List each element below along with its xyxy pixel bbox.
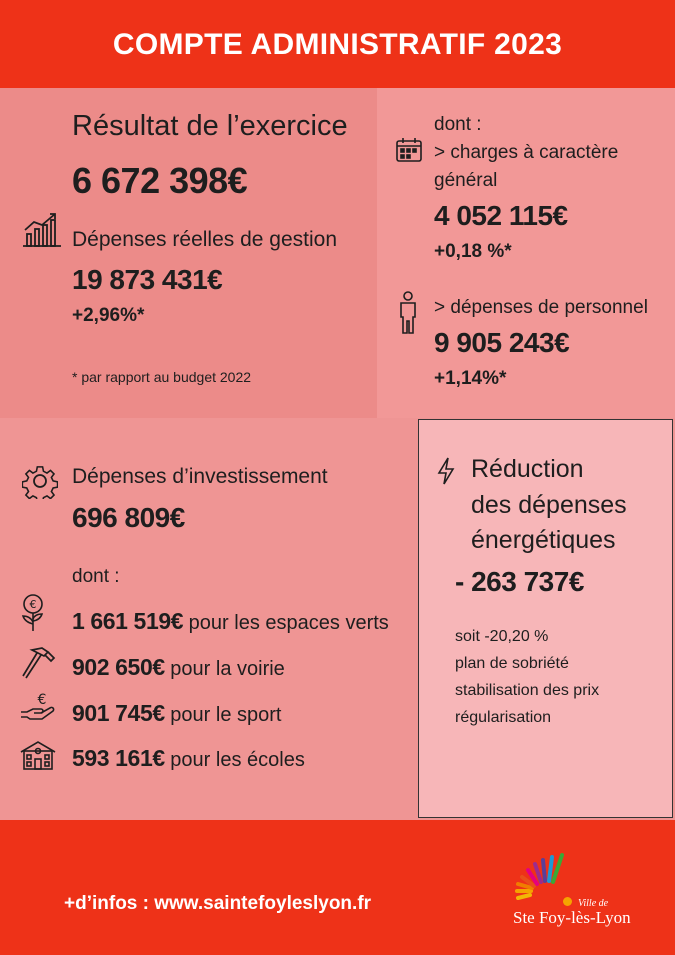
energy-title-line1: Réduction [471, 455, 584, 483]
depenses-gestion-value: 19 873 431€ [72, 264, 223, 295]
depenses-gestion-label: Dépenses réelles de gestion [72, 228, 338, 251]
energy-detail-3: stabilisation des prix [455, 682, 600, 699]
depenses-gestion-change: +2,96%* [72, 305, 145, 326]
energy-title-line2: des dépenses [471, 491, 627, 519]
charges-change: +0,18 %* [434, 241, 512, 262]
charges-label-line2: général [434, 170, 498, 191]
hammer-icon [20, 646, 56, 680]
lightning-icon [437, 457, 455, 485]
personnel-value: 9 905 243€ [434, 327, 570, 358]
investissement-value: 696 809€ [72, 502, 185, 533]
city-logo [512, 846, 572, 902]
footer-link[interactable]: +d’infos : www.saintefoyleslyon.fr [64, 893, 372, 914]
item-text: pour la voirie [164, 658, 285, 680]
calendar-icon [396, 138, 422, 162]
item-amount: 901 745€ [72, 700, 165, 726]
school-icon [20, 740, 56, 770]
resultat-label: Résultat de l’exercice [72, 110, 348, 142]
details-dont: dont : [434, 114, 482, 135]
resultat-value: 6 672 398€ [72, 160, 248, 201]
svg-text:€: € [37, 692, 47, 708]
energy-detail-2: plan de sobriété [455, 655, 569, 672]
list-item [72, 745, 305, 772]
footer [0, 820, 675, 955]
logo-small-text: Ville de [578, 898, 609, 909]
charges-value: 4 052 115€ [434, 200, 568, 231]
item-amount: 593 161€ [72, 745, 165, 771]
item-text: pour le sport [164, 704, 282, 726]
footnote: * par rapport au budget 2022 [72, 369, 252, 385]
energy-title-line3: énergétiques [471, 526, 616, 554]
energy-value: - 263 737€ [455, 566, 584, 597]
hand-euro-icon [20, 692, 56, 724]
charges-label-line1: > charges à caractère [434, 142, 619, 163]
item-text: pour les espaces verts [183, 612, 389, 634]
investissement-label: Dépenses d’investissement [72, 465, 328, 488]
item-text: pour les écoles [164, 749, 305, 771]
logo-name: Ste Foy-lès-Lyon [513, 908, 631, 927]
list-item [72, 654, 285, 681]
flower-euro-icon [20, 594, 46, 632]
energy-detail-1: soit -20,20 % [455, 628, 549, 645]
item-amount: 902 650€ [72, 654, 165, 680]
personnel-label: > dépenses de personnel [434, 297, 648, 318]
svg-text:€: € [29, 598, 37, 611]
list-item [72, 700, 281, 727]
header-banner [0, 0, 675, 88]
item-amount: 1 661 519€ [72, 608, 184, 634]
gear-icon [22, 463, 58, 499]
page-title: COMPTE ADMINISTRATIF 2023 [112, 28, 563, 61]
investissement-dont: dont : [72, 566, 120, 587]
logo-dot [563, 897, 572, 906]
chart-icon [22, 212, 62, 248]
personnel-change: +1,14%* [434, 368, 507, 389]
energy-detail-4: régularisation [455, 709, 552, 726]
person-icon [398, 291, 418, 335]
list-item [72, 608, 389, 635]
